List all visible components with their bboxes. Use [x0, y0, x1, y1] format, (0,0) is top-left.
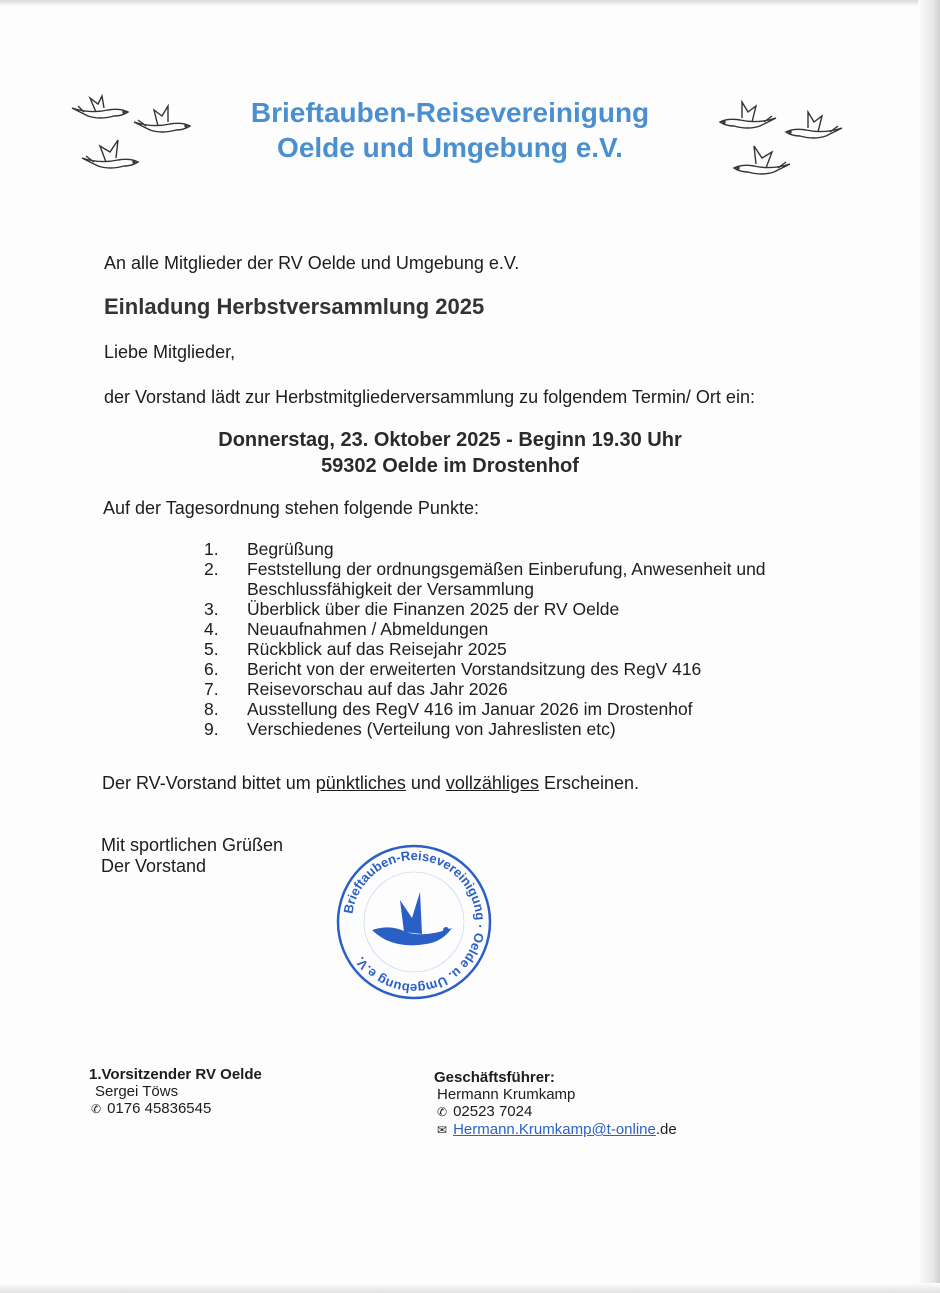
complete-word: vollzähliges — [445, 773, 539, 793]
pigeon-icon — [730, 144, 792, 178]
pigeon-icon — [70, 94, 132, 124]
agenda-list — [204, 539, 824, 739]
manager-phone-line — [437, 1102, 532, 1122]
club-title-line1: Brieftauben-Reisevereinigung — [250, 97, 650, 128]
agenda-item: 8. Ausstellung des RegV 416 im Januar 2026 im Drostenhof — [204, 699, 693, 719]
chair-phone: 0176 45836545 — [107, 1100, 212, 1117]
scan-edge-bottom — [0, 1283, 940, 1293]
subject-heading: Einladung Herbstversammlung 2025 — [104, 294, 485, 319]
agenda-item: 4. Neuaufnahmen / Abmeldungen — [204, 619, 489, 639]
salutation: Liebe Mitglieder, — [104, 342, 236, 362]
signature: Der Vorstand — [101, 856, 207, 876]
event-date: Donnerstag, 23. Oktober 2025 - Beginn 19.30 Uhr — [218, 429, 682, 451]
regards: Mit sportlichen Grüßen — [101, 835, 284, 855]
pigeon-icon — [782, 110, 844, 142]
agenda-item: 6. Bericht von der erweiterten Vorstandsitzung des RegV 416 — [204, 659, 702, 679]
scan-edge-right — [918, 0, 940, 1293]
agenda-item: 3. Überblick über die Finanzen 2025 der RV Oelde — [204, 599, 620, 619]
mail-icon: ✉ — [437, 1123, 448, 1137]
chair-phone-line — [91, 1099, 211, 1119]
agenda-intro: Auf der Tagesordnung stehen folgende Punkte: — [103, 498, 479, 518]
manager-email-link[interactable]: Hermann.Krumkamp@t-online — [453, 1121, 656, 1138]
club-stamp — [334, 842, 494, 1002]
manager-phone: 02523 7024 — [453, 1103, 533, 1120]
agenda-item: 5. Rückblick auf das Reisejahr 2025 — [204, 639, 507, 659]
manager-email-line: ✉ Hermann.Krumkamp@t-online.de — [437, 1121, 677, 1138]
manager-name: Hermann Krumkamp — [437, 1086, 576, 1103]
agenda-item: 2. Feststellung der ordnungsgemäßen Einberufung, Anwesenheit und Beschlussfähigkeit der Versammlung — [204, 559, 766, 599]
closing-sentence: Der RV-Vorstand bittet um pünktliches und vollzähliges Erscheinen. — [102, 773, 640, 793]
event-location: 59302 Oelde im Drostenhof — [321, 455, 579, 477]
punctual-word: pünktliches — [315, 773, 406, 793]
chair-title: 1.Vorsitzender RV Oelde — [89, 1066, 262, 1083]
svg-text:Brieftauben-Reisevereinigung ·: Brieftauben-Reisevereinigung · Oelde u. Umgebung e.V. — [340, 847, 489, 997]
manager-title: Geschäftsführer: — [434, 1069, 555, 1086]
pigeon-icon — [80, 138, 142, 172]
addressee: An alle Mitglieder der RV Oelde und Umgebung e.V. — [104, 253, 520, 273]
agenda-item: 9. Verschiedenes (Verteilung von Jahreslisten etc) — [204, 719, 616, 739]
phone-icon: ✆ — [437, 1105, 448, 1119]
pigeon-icon — [716, 100, 778, 132]
agenda-item: 7. Reisevorschau auf das Jahr 2026 — [204, 679, 508, 699]
intro-text: der Vorstand lädt zur Herbstmitgliederversammlung zu folgendem Termin/ Ort ein: — [104, 387, 755, 407]
scan-edge-top — [0, 0, 940, 6]
agenda-item: 1. Begrüßung — [204, 539, 334, 559]
chair-name: Sergei Töws — [95, 1083, 179, 1100]
club-title-line2: Oelde und Umgebung e.V. — [277, 132, 623, 163]
phone-icon: ✆ — [91, 1102, 102, 1116]
pigeon-icon — [132, 104, 194, 136]
